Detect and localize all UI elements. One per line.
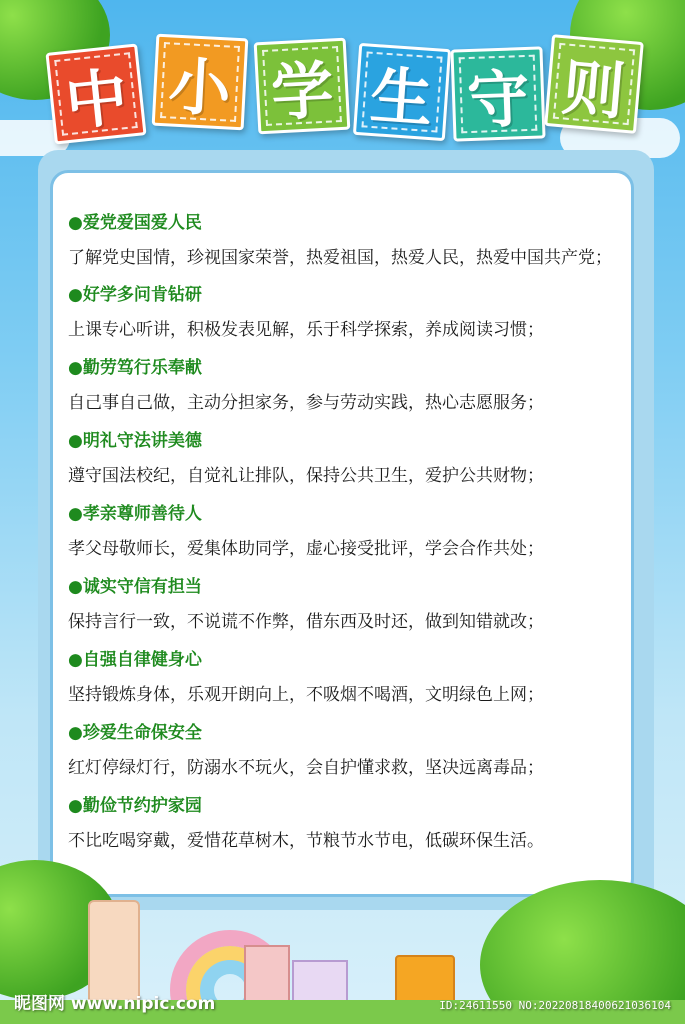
rule-text: 自己事自己做，主动分担家务，参与劳动实践，热心志愿服务； [68,393,544,413]
rule-text: 坚持锻炼身体，乐观开朗向上，不吸烟不喝酒，文明绿色上网； [68,685,544,705]
title-char: 学 [269,52,336,130]
title-char-block [353,43,451,141]
rule-text: 上课专心听讲，积极发表见解，乐于科学探索，养成阅读习惯； [68,320,544,340]
rule-item [68,790,628,858]
rule-item [68,352,628,420]
rule-item [68,279,628,347]
rule-heading: ●爱党爱国爱人民 [68,212,202,233]
title-char: 生 [368,58,436,136]
rule-text: 遵守国法校纪，自觉礼让排队，保持公共卫生，爱护公共财物； [68,466,544,486]
title-char-block [152,34,249,131]
rule-heading: ●孝亲尊师善待人 [68,503,202,524]
title-char: 则 [559,49,628,129]
rule-text: 红灯停绿灯行，防溺水不玩火，会自护懂求救，坚决远离毒品； [68,758,544,778]
title-char: 小 [166,48,233,126]
poster-title [44,34,644,146]
rule-item [68,498,628,566]
rule-heading: ●诚实守信有担当 [68,576,202,597]
rules-list [68,207,628,863]
rule-item [68,571,628,639]
rule-heading: ●明礼守法讲美德 [68,430,202,451]
watermark-logo: 昵图网 www.nipic.com [14,994,216,1014]
rule-heading: ●自强自律健身心 [68,649,202,670]
rule-text: 孝父母敬师长，爱集体助同学，虚心接受批评，学会合作共处； [68,539,544,559]
watermark-id: ID:24611550 NO:20220818400621036104 [439,999,671,1012]
rule-item [68,207,628,275]
title-char-block [544,34,644,134]
rule-item [68,644,628,712]
rule-item [68,717,628,785]
title-char-block [45,43,146,144]
rule-heading: ●勤劳笃行乐奉献 [68,357,202,378]
title-char-block [254,38,351,135]
title-char-block [450,46,545,141]
rule-heading: ●好学多问肯钻研 [68,284,202,305]
rule-text: 不比吃喝穿戴，爱惜花草树木，节粮节水节电，低碳环保生活。 [68,831,544,851]
rule-heading: ●珍爱生命保安全 [68,722,202,743]
rule-heading: ●勤俭节约护家园 [68,795,202,816]
rule-item [68,425,628,493]
rule-text: 了解党史国情，珍视国家荣誉，热爱祖国，热爱人民，热爱中国共产党； [68,248,612,268]
rule-text: 保持言行一致，不说谎不作弊，借东西及时还，做到知错就改； [68,612,544,632]
title-char: 守 [465,61,531,137]
title-char: 中 [61,59,132,139]
